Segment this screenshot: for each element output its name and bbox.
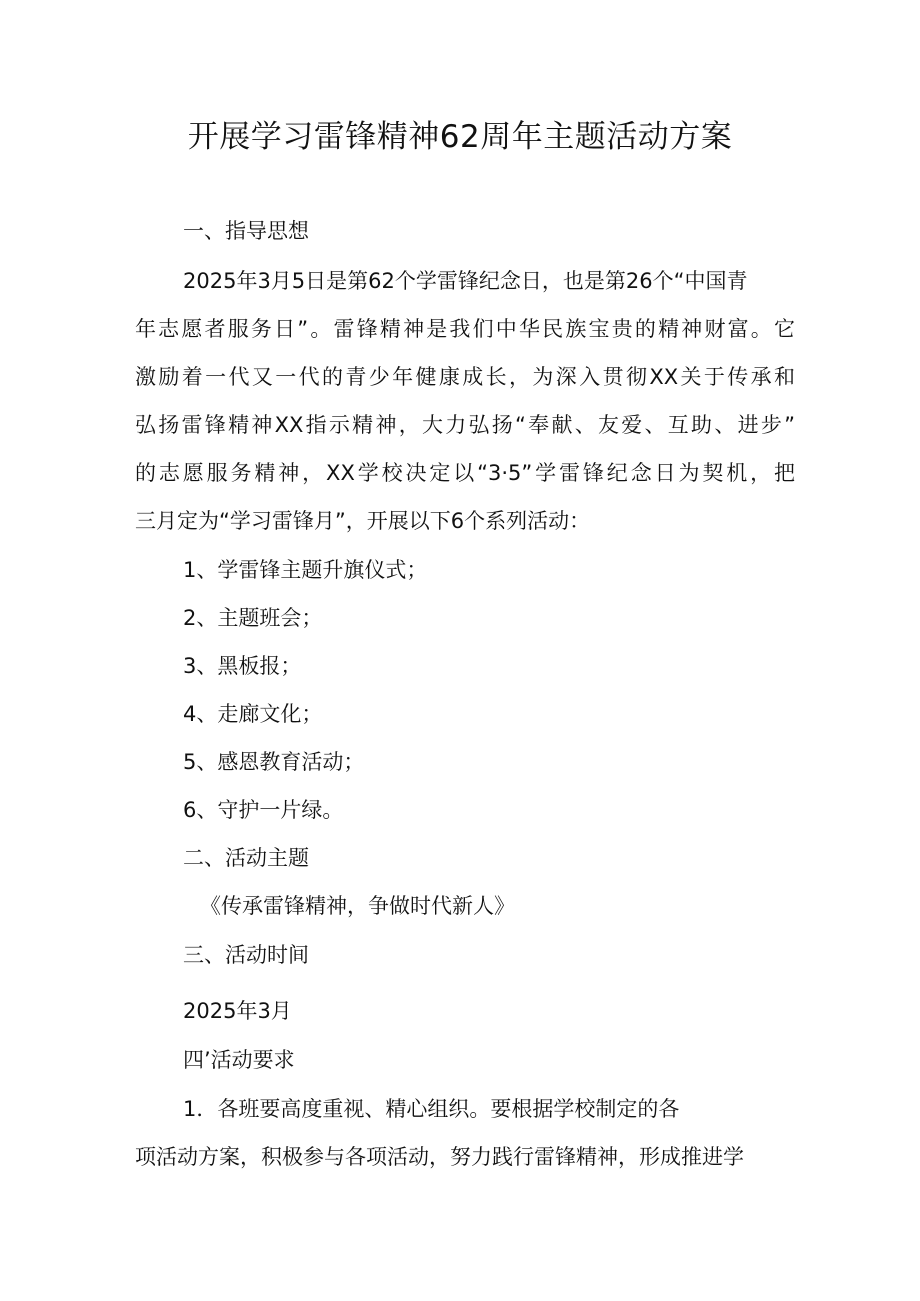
requirement-line: 项活动方案，积极参与各项活动，努力践行雷锋精神，形成推进学	[135, 1145, 744, 1169]
section-heading-activity-requirements: 四’活动要求	[183, 1048, 295, 1072]
activity-list-item: 2、主题班会；	[183, 606, 323, 630]
activity-list-item: 6、守护一片绿。	[183, 798, 344, 822]
section-heading-activity-time: 三、活动时间	[183, 943, 309, 967]
paragraph-line: 的志愿服务精神，XX学校决定以“3·5”学雷锋纪念日为契机，把	[135, 461, 795, 485]
activity-time-text: 2025年3月	[183, 999, 292, 1023]
activity-theme-text: 《传承雷锋精神，争做时代新人》	[200, 894, 515, 918]
activity-list-item: 3、黑板报；	[183, 654, 302, 678]
paragraph-line: 激励着一代又一代的青少年健康成长，为深入贯彻XX关于传承和	[135, 365, 795, 389]
activity-list-item: 1、学雷锋主题升旗仪式；	[183, 558, 428, 582]
requirement-line: 1．各班要高度重视、精心组织。要根据学校制定的各	[183, 1097, 680, 1121]
document-title: 开展学习雷锋精神62周年主题活动方案	[187, 119, 733, 155]
paragraph-line: 年志愿者服务日”。雷锋精神是我们中华民族宝贵的精神财富。它	[135, 317, 795, 341]
activity-list-item: 4、走廊文化；	[183, 702, 323, 726]
paragraph-line: 弘扬雷锋精神XX指示精神，大力弘扬“奉献、友爱、互助、进步”	[135, 413, 795, 437]
section-heading-guiding-ideology: 一、指导思想	[183, 219, 309, 243]
section-heading-activity-theme: 二、活动主题	[183, 846, 309, 870]
paragraph-line: 2025年3月5日是第62个学雷锋纪念日，也是第26个“中国青	[183, 269, 748, 293]
paragraph-line: 三月定为“学习雷锋月”，开展以下6个系列活动：	[135, 509, 591, 533]
activity-list-item: 5、感恩教育活动；	[183, 750, 365, 774]
